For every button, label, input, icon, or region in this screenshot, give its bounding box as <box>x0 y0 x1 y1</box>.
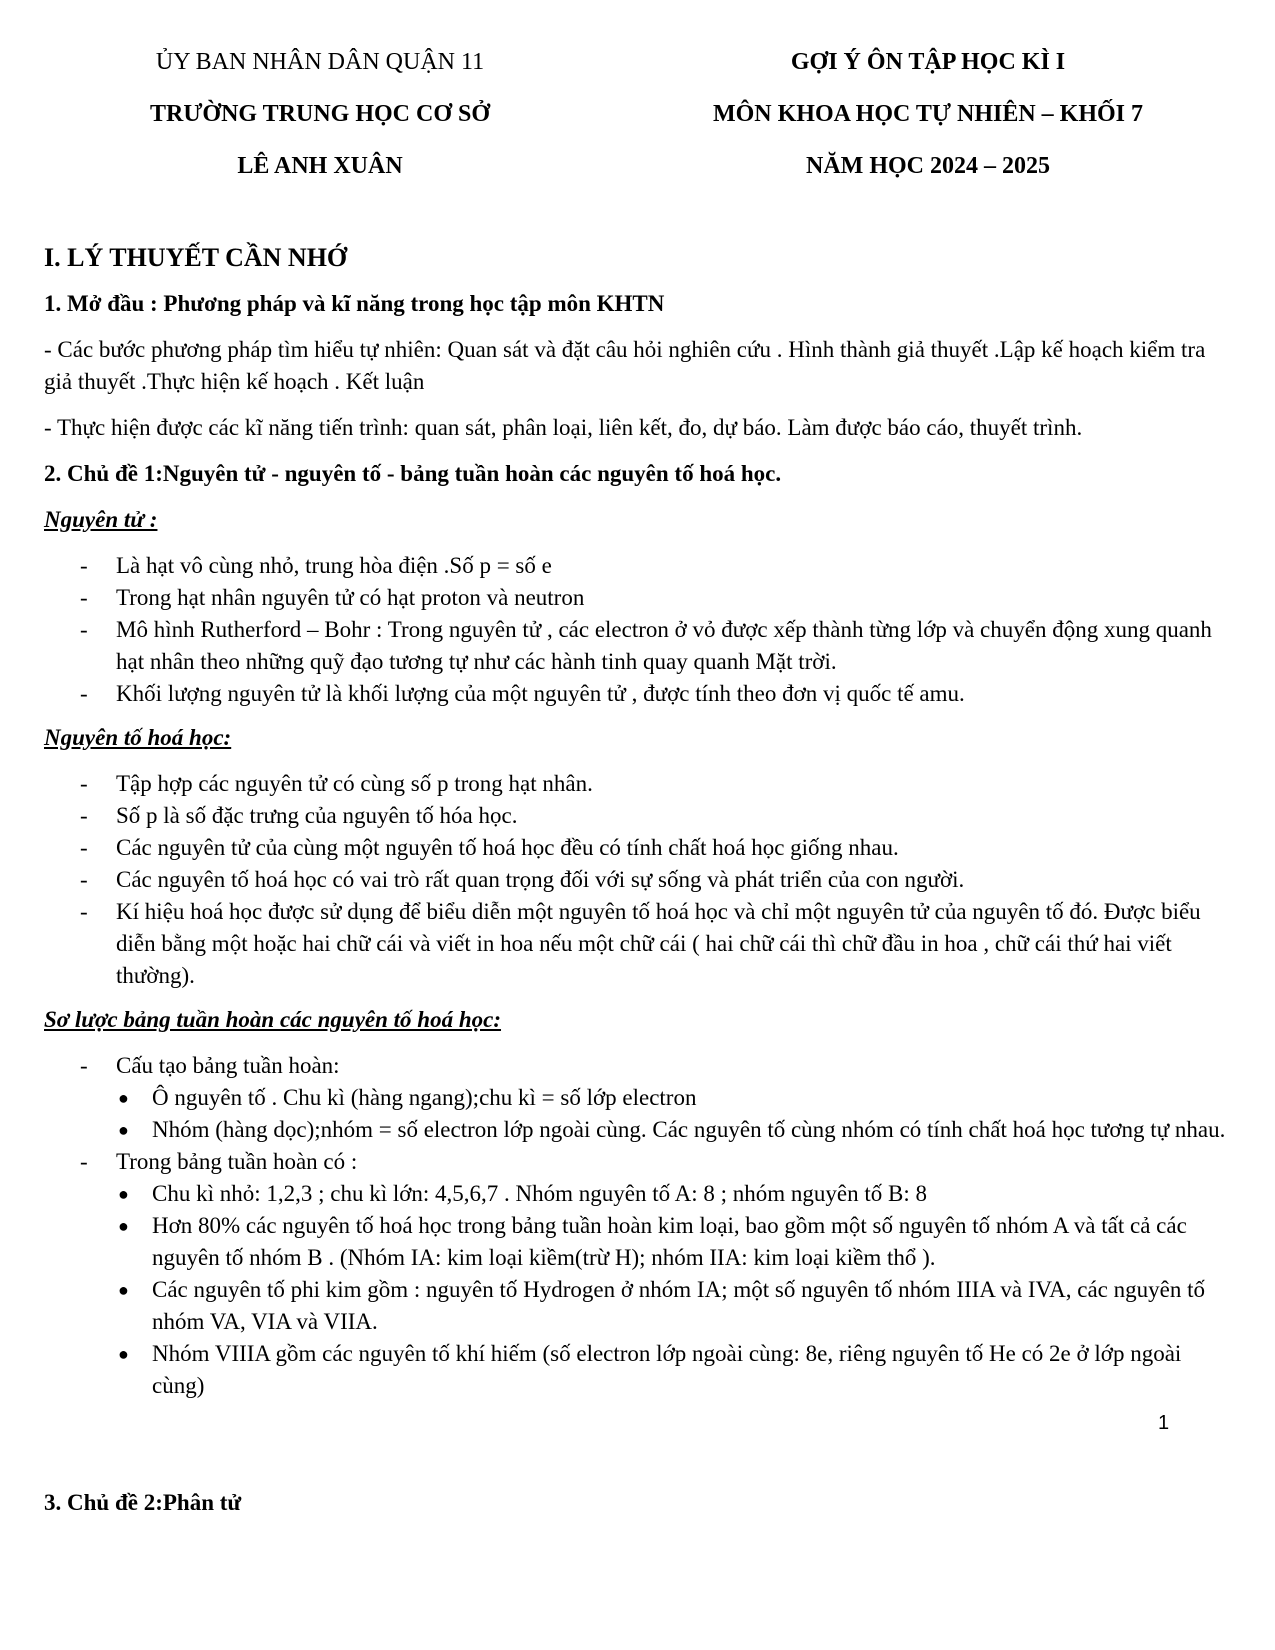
part3-title: 3. Chủ đề 2:Phân tử <box>44 1490 242 1515</box>
bullet-marker: ● <box>118 1088 129 1108</box>
list-item-text: Tập hợp các nguyên tử có cùng số p trong hạt nhân. <box>116 771 593 796</box>
doc-title: GỢI Ý ÔN TẬP HỌC KÌ I <box>790 49 1066 75</box>
list-item <box>44 768 1234 800</box>
list-item <box>44 896 1234 992</box>
list-item <box>44 678 1234 710</box>
main-content <box>44 240 1234 1414</box>
sublist-item-text: Hơn 80% các nguyên tố hoá học trong bảng tuần hoàn kim loại, bao gồm một số nguyên tố nhóm A và tất cả các nguyên tố nhóm B . (Nhóm IA: kim loại kiềm(trừ H); nhóm IIA: kim loại kiềm thổ ). <box>152 1213 1187 1270</box>
school-type: TRƯỜNG TRUNG HỌC CƠ SỞ <box>149 101 491 127</box>
dash-marker: - <box>80 585 88 610</box>
header-right <box>628 42 1228 198</box>
atom-list <box>44 550 1234 710</box>
list-item-text: Trong hạt nhân nguyên tử có hạt proton và neutron <box>116 585 585 610</box>
list-item-text: Trong bảng tuần hoàn có : <box>116 1149 358 1174</box>
list-item <box>44 582 1234 614</box>
part1-paragraph: - Các bước phương pháp tìm hiểu tự nhiên: Quan sát và đặt câu hỏi nghiên cứu . Hình thành giả thuyết .Lập kế hoạch kiểm tra giả thuyết .Thực hiện kế hoạch . Kết luận <box>44 337 1206 394</box>
list-item-text: Khối lượng nguyên tử là khối lượng của một nguyên tử , được tính theo đơn vị quốc tế amu. <box>116 681 965 706</box>
sublist-item-text: Các nguyên tố phi kim gồm : nguyên tố Hydrogen ở nhóm IA; một số nguyên tố nhóm IIIA và IVA, các nguyên tố nhóm VA, VIA và VIIA. <box>152 1277 1205 1334</box>
sublist-item-text: Nhóm VIIIA gồm các nguyên tố khí hiếm (số electron lớp ngoài cùng: 8e, riêng nguyên tố He có 2e ở lớp ngoài cùng) <box>152 1341 1182 1398</box>
dash-marker: - <box>80 617 88 642</box>
part1-paragraph: - Thực hiện được các kĩ năng tiến trình: quan sát, phân loại, liên kết, đo, dự báo. Làm được báo cáo, thuyết trình. <box>44 415 1083 440</box>
list-item <box>44 1146 1234 1402</box>
header-left <box>95 42 545 198</box>
element-list <box>44 768 1234 992</box>
element-heading: Nguyên tố hoá học: <box>44 725 232 750</box>
bullet-marker: ● <box>118 1184 129 1204</box>
district-committee: ỦY BAN NHÂN DÂN QUẬN 11 <box>155 49 485 75</box>
list-item-text: Kí hiệu hoá học được sử dụng để biểu diễn một nguyên tố hoá học và chỉ một nguyên tử của nguyên tố đó. Được biểu diễn bằng một hoặc hai chữ cái và viết in hoa nếu một chữ cái ( hai chữ cái thì chữ đầu in hoa , chữ cái thứ hai viết thường). <box>116 899 1201 988</box>
list-item <box>44 1050 1234 1146</box>
section-title: I. LÝ THUYẾT CẦN NHỚ <box>44 243 348 272</box>
dash-marker: - <box>80 681 88 706</box>
structure-sublist <box>116 1082 1234 1146</box>
list-item <box>44 550 1234 582</box>
list-item <box>44 864 1234 896</box>
bullet-marker: ● <box>118 1216 129 1236</box>
sublist-item <box>44 1114 1234 1146</box>
part1-title: 1. Mở đầu : Phương pháp và kĩ năng trong học tập môn KHTN <box>44 291 665 316</box>
dash-marker: - <box>80 553 88 578</box>
doc-subject: MÔN KHOA HỌC TỰ NHIÊN – KHỐI 7 <box>712 101 1144 127</box>
list-item <box>44 800 1234 832</box>
periodic-table-list <box>44 1050 1234 1402</box>
sublist-item <box>44 1210 1234 1274</box>
sublist-item-text: Ô nguyên tố . Chu kì (hàng ngang);chu kì = số lớp electron <box>152 1085 697 1110</box>
sublist-item <box>44 1274 1234 1338</box>
part2-title: 2. Chủ đề 1:Nguyên tử - nguyên tố - bảng tuần hoàn các nguyên tố hoá học. <box>44 461 782 486</box>
list-item-text: Cấu tạo bảng tuần hoàn: <box>116 1053 340 1078</box>
list-item-text: Mô hình Rutherford – Bohr : Trong nguyên tử , các electron ở vỏ được xếp thành từng lớp và chuyển động xung quanh hạt nhân theo những quỹ đạo tương tự như các hành tinh quay quanh Mặt trời. <box>116 617 1212 674</box>
dash-marker: - <box>80 1053 88 1078</box>
list-item-text: Các nguyên tử của cùng một nguyên tố hoá học đều có tính chất hoá học giống nhau. <box>116 835 899 860</box>
doc-year: NĂM HỌC 2024 – 2025 <box>806 153 1050 179</box>
dash-marker: - <box>80 899 88 924</box>
bullet-marker: ● <box>118 1344 129 1364</box>
dash-marker: - <box>80 1149 88 1174</box>
dash-marker: - <box>80 835 88 860</box>
atom-heading: Nguyên tử : <box>44 507 158 532</box>
sublist-item <box>44 1178 1234 1210</box>
list-item-text: Là hạt vô cùng nhỏ, trung hòa điện .Số p = số e <box>116 553 552 578</box>
dash-marker: - <box>80 867 88 892</box>
sublist-item-text: Chu kì nhỏ: 1,2,3 ; chu kì lớn: 4,5,6,7 . Nhóm nguyên tố A: 8 ; nhóm nguyên tố B: 8 <box>152 1181 927 1206</box>
sublist-item <box>44 1082 1234 1114</box>
page-number: 1 <box>1158 1412 1170 1434</box>
list-item-text: Số p là số đặc trưng của nguyên tố hóa học. <box>116 803 518 828</box>
sublist-item-text: Nhóm (hàng dọc);nhóm = số electron lớp ngoài cùng. Các nguyên tố cùng nhóm có tính chất hoá học tương tự nhau. <box>152 1117 1226 1142</box>
sublist-item <box>44 1338 1234 1402</box>
contains-sublist <box>116 1178 1234 1402</box>
school-name: LÊ ANH XUÂN <box>237 153 403 179</box>
dash-marker: - <box>80 771 88 796</box>
list-item <box>44 614 1234 678</box>
bullet-marker: ● <box>118 1120 129 1140</box>
dash-marker: - <box>80 803 88 828</box>
bullet-marker: ● <box>118 1280 129 1300</box>
list-item-text: Các nguyên tố hoá học có vai trò rất quan trọng đối với sự sống và phát triển của con người. <box>116 867 965 892</box>
list-item <box>44 832 1234 864</box>
periodic-table-heading: Sơ lược bảng tuần hoàn các nguyên tố hoá học: <box>44 1007 502 1032</box>
